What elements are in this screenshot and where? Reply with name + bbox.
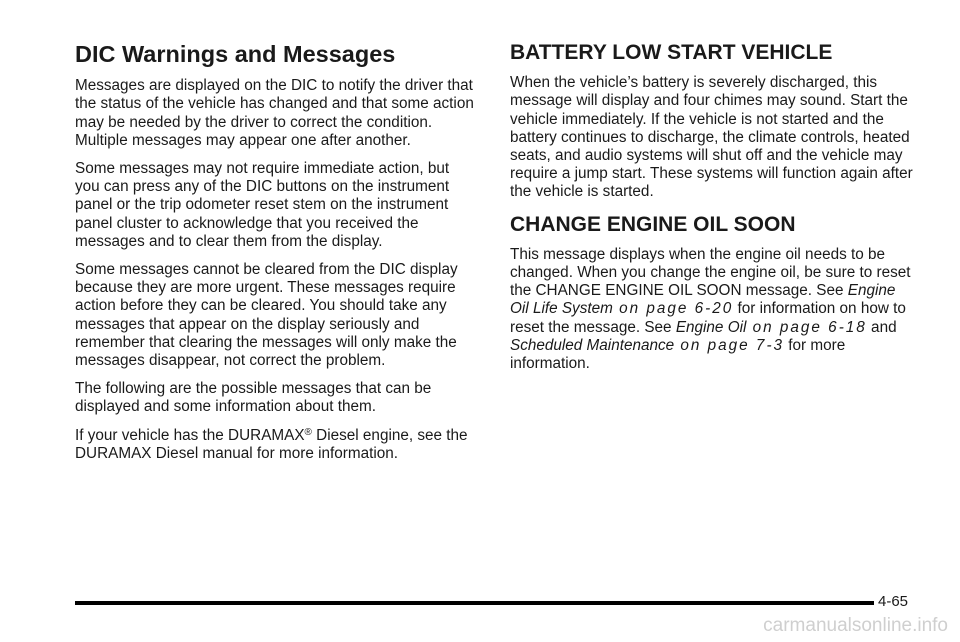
paragraph-duramax: [75, 427, 475, 463]
left-column: [75, 40, 475, 473]
page-ref-6-18[interactable]: on page 6‑18: [746, 318, 867, 336]
link-engine-oil-life-system[interactable]: Engine Oil Life System: [510, 282, 896, 318]
page-ref-7-3[interactable]: on page 7‑3: [674, 336, 785, 354]
section-title-dic-warnings: DIC Warnings and Messages: [75, 41, 396, 67]
link-scheduled-maintenance[interactable]: Scheduled Maintenance: [510, 336, 675, 354]
duramax-text-b: Diesel engine, see the DURAMAX Diesel manual for more information.: [75, 426, 468, 462]
paragraph-urgent-messages: Some messages cannot be cleared from the DIC display because they are more urgent. These messages require action before they can be cleared. You should take any messages that appear on the display seriously and remember that clearing the messages will only make the messages disappear, not correct the problem.: [75, 261, 458, 370]
page-ref-6-20[interactable]: on page 6‑20: [612, 300, 734, 318]
paragraph-possible-messages: The following are the possible messages that can be displayed and some information about them.: [75, 380, 432, 416]
watermark: carmanualsonline.info: [763, 615, 948, 636]
paragraph-battery-low: When the vehicle’s battery is severely discharged, this message will display and four chimes may sound. Start the vehicle immediately. If the vehicle is not started and the battery continues to discharge, the climate controls, heated seats, and audio systems will shut off and the vehicle may require a jump start. These systems will function again after the vehicle is started.: [510, 74, 913, 201]
link-engine-oil[interactable]: Engine Oil: [675, 318, 747, 336]
footer-rule: [75, 601, 874, 605]
right-column: [510, 40, 915, 383]
registered-mark: ®: [304, 426, 312, 438]
oil-text-3: and: [866, 318, 897, 336]
paragraph-acknowledge: Some messages may not require immediate action, but you can press any of the DIC buttons on the instrument panel or the trip odometer reset stem on the instrument panel cluster to acknowledge that you received the messages and to clear them from the display.: [75, 160, 450, 250]
paragraph-intro: Messages are displayed on the DIC to notify the driver that the status of the vehicle has changed and that some action may be needed by the driver to correct the condition. Multiple messages may appear one after another.: [75, 77, 474, 149]
section-title-change-oil: CHANGE ENGINE OIL SOON: [510, 212, 796, 236]
oil-text-1: This message displays when the engine oil needs to be changed. When you change the engine oil, be sure to reset the CHANGE ENGINE OIL SOON message. See: [510, 245, 911, 300]
oil-text-4: for more information.: [510, 336, 846, 373]
paragraph-change-oil: [510, 246, 915, 373]
section-title-battery-low: BATTERY LOW START VEHICLE: [510, 41, 833, 64]
duramax-text-a: If your vehicle has the DURAMAX: [75, 426, 305, 444]
oil-text-2: for information on how to reset the message. See: [510, 300, 906, 336]
page-number: 4-65: [878, 593, 909, 610]
